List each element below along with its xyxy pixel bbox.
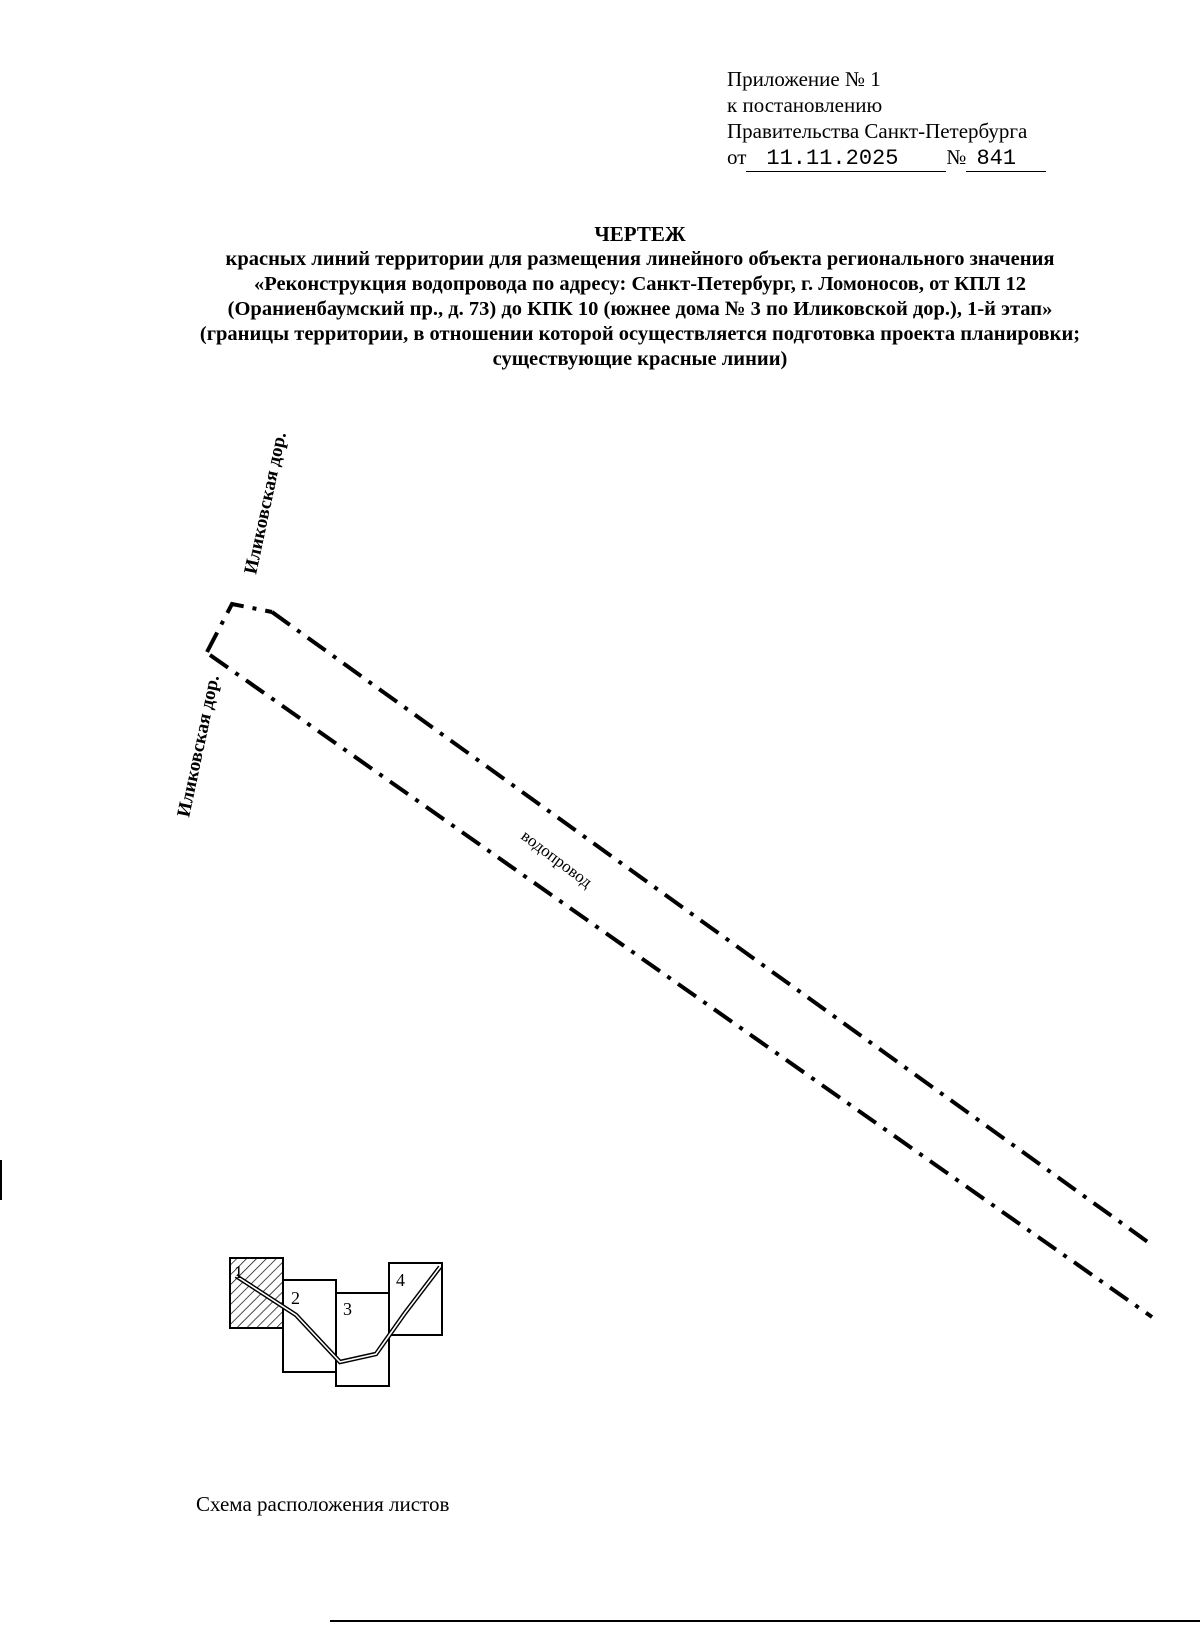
street-label-upper: Иликовская дор. <box>240 430 291 577</box>
sheet-number-2: 2 <box>291 1288 300 1308</box>
boundary-line-end <box>207 604 272 652</box>
number-sign: № <box>946 145 967 169</box>
boundary-line-upper <box>272 612 1152 1245</box>
appendix-line-3: Правительства Санкт-Петербурга <box>727 119 1028 143</box>
appendix-line-1: Приложение № 1 <box>727 67 881 91</box>
decree-date: 11.11.2025 <box>746 147 946 172</box>
date-prefix: от <box>727 145 747 169</box>
decree-number: 841 <box>966 147 1046 172</box>
title-line-1: красных линий территории для размещения линейного объекта регионального значения <box>225 248 1055 270</box>
sheet-number-1: 1 <box>234 1262 243 1282</box>
scheme-caption: Схема расположения листов <box>196 1492 450 1516</box>
appendix-line-2: к постановлению <box>727 93 883 117</box>
sheet-number-4: 4 <box>396 1270 405 1290</box>
pipe-label: водопровод <box>517 826 596 892</box>
title-line-2: «Реконструкция водопровода по адресу: Санкт-Петербург, г. Ломоносов, от КПЛ 12 <box>254 273 1026 295</box>
scan-edge-mark <box>0 1160 2 1200</box>
sheet-scheme <box>230 1258 442 1386</box>
street-label-lower: Иликовская дор. <box>173 673 224 820</box>
title-heading: ЧЕРТЕЖ <box>594 222 686 246</box>
sheet-number-3: 3 <box>343 1299 352 1319</box>
title-line-4: (границы территории, в отношении которой осуществляется подготовка проекта планировки; <box>199 323 1081 345</box>
title-line-3: (Ораниенбаумский пр., д. 73) до КПК 10 (южнее дома № 3 по Иликовской дор.), 1-й этап» <box>227 298 1053 320</box>
bottom-rule <box>330 1620 1200 1622</box>
boundary-line-lower <box>210 655 1152 1317</box>
title-line-5: существующие красные линии) <box>492 348 788 370</box>
